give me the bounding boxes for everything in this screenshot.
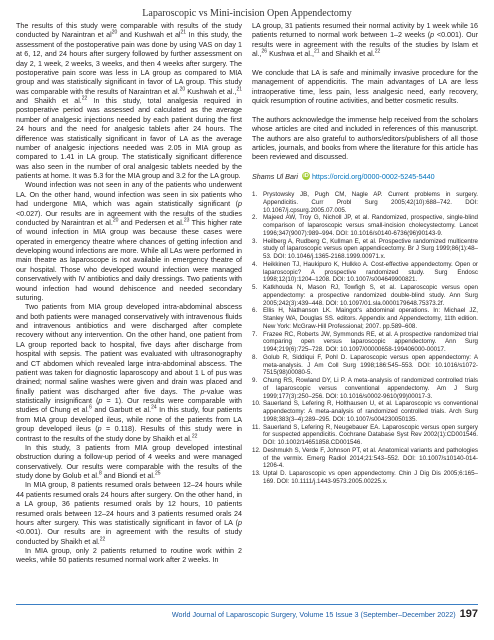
reference-text: Frazee RC, Roberts JW, Symmonds RE, et al. A prospective randomized trial comparing open versus laparoscopic appendectomy. Ann Surg 1994;219(6):725–728. DOI: 10.1097/00000658-199406000-00017.	[263, 330, 478, 354]
paragraph-3: Two patients from MIA group developed intra-abdominal abscess and both patients were managed conservatively with intravenous fluids and intravenous antibiotics and were discharged after complete recovery without any intervention. On the other hand, one patient from LA group reported back to hospital, five days after discharge from hospital with sepsis. The patient was evaluated with ultrasonography and CT abdomen which revealed large intra-abdominal abscess. The patient was taken for diagnostic laparoscopy and about 1 L of pus was drained; normal saline washes were given and drain was placed and finally patient was discharged after five days. The p-value was statistically insignificant (p = 1). Our results were comparable with studies of Chung et al.$^6$ and Garbutt et al.$^{24}$ In this study, four patients from MIA group developed ileus, while none of the patients from LA group developed ileus (p = 0.118). Results of this study were in contrast to the results of the study done by Shaikh et al.$^{22}$	[16, 303, 243, 443]
reference-number: 8.	[252, 353, 258, 361]
reference-list	[252, 191, 478, 486]
reference-item	[252, 447, 478, 470]
reference-text: Golub R, Siddiqui F, Pohl D. Laparoscopic versus open appendectomy: A meta-analysis. J Am Coll Surg 1998;186:545–553. DOI: 10.1016/s1072-7515(98)00080-5.	[263, 353, 478, 377]
reference-text: Prystowsky JB, Pugh CM, Nagle AP. Current problems in surgery. Appendicitis. Curr Probl Surg 2005;42(10):688–742. DOI: 10.1067/j.cpsurg.2005.07.005.	[263, 191, 478, 214]
reference-number: 5.	[252, 284, 258, 292]
paragraph-6: In MIA group, only 2 patients returned to routine work within 2 weeks, while 50 patients resumed normal work after 2 weeks. In	[16, 547, 242, 565]
paragraph-5: In MIA group, 8 patients resumed orals between 12–24 hours while 44 patients resumed orals 24 hours after surgery. On the other hand, in a LA group, 36 patients resumed orals by 12 hours, 10 patients resumed orals between 12–24 hours and 3 patients resumed orals 24 hours after surgery. This was statistically significant in favor of LA (p <0.001). Our results are in agreement with the results of study conducted by Shaikh et al.$^{22}$	[16, 481, 242, 546]
reference-number: 4.	[252, 260, 258, 268]
reference-text: Chung RS, Rowland DY, Li P. A meta-analysis of randomized controlled trials of laparoscopic versus conventional appendectomy. Am J Surg 1999;177(3):250–256. DOI: 10.1016/s0002-9610(99)00017-3.	[263, 377, 478, 400]
reference-number: 7.	[252, 330, 258, 338]
reference-item	[252, 354, 478, 377]
conclusion-paragraph: We conclude that LA is safe and minimally invasive procedure for the management of appendicitis. The main advantages of LA are less intraoperative time, less pain, less analgesic need, early recovery, quick resumption of routine activities, and better cosmetic results.	[252, 68, 478, 106]
reference-item	[252, 470, 478, 486]
left-column	[16, 22, 242, 566]
reference-text: Ellis H, Nathanson LK. Maingot's abdominal operations. In: Michael JZ, Stanley WA, Douglas SS. editors. Appendix and Appendectomy, 11th edition. New York: McGraw-Hill Professional; 2007. pp.589–608.	[263, 307, 478, 330]
reference-number: 13.	[252, 470, 261, 478]
reference-item	[252, 214, 478, 237]
reference-text: Heilberg A, Rudberg C, Kullman E, et al. Prospective randomized multicentre study of laparoscopic versus open appendicectomy. Br J Surg 1999;86(1):48–53. DOI: 10.1046/j.1365-2168.1999.00971.x.	[263, 237, 478, 261]
reference-text: Sauerland S, Lefering R, Neugebauer EA. Laparoscopic versus open surgery for suspected appendicitis. Cochrane Database Syst Rev 2002(1):CD001546. DOI: 10.1002/14651858.CD001546.	[263, 423, 478, 447]
reference-item	[252, 331, 478, 354]
reference-item	[252, 400, 478, 423]
reference-number: 9.	[252, 377, 258, 385]
author-name: Shams Ul Bari	[252, 171, 298, 181]
reference-number: 3.	[252, 237, 258, 245]
reference-text: Katkhouda N, Mason RJ, Towfigh S, et al. Laparoscopic versus open appendectomy: a prospective randomized double-blind study. Ann Surg 2005;242(3):439–448. DOI: 10.1097/01.sla.0000179648.75373.2f.	[263, 284, 478, 307]
reference-text: Deshmukh S, Verde F, Johnson PT, et al. Anatomical variants and pathologies of the vermix. Emerg Radiol 2014;21:543–552. DOI: 10.1007/s10140-014-1206-4.	[263, 446, 478, 470]
reference-item	[252, 424, 478, 447]
journal-citation: World Journal of Laparoscopic Surgery, Volume 15 Issue 3 (September–December 2022)	[171, 609, 456, 619]
reference-number: 1.	[252, 191, 258, 199]
reference-item	[252, 191, 478, 214]
reference-text: Sauerland S, Lefering R, Holthausen U, et al. Laparoscopic vs conventional appendectomy: A meta-analysis of randomized controlled trials. Arch Surg 1998;383(3–4):289–295. DOI: 10.1007/s004230050135.	[263, 400, 478, 423]
author-orcid-line	[252, 172, 478, 181]
paragraph-continued: LA group, 31 patients resumed their normal activity by 1 week while 16 patients returned to normal work between 1–2 weeks (p <0.001). Our results were in agreement with the results of the studies by Islam et al.,$^{26}$ Kushwa et al.,$^{21}$ and Shaikh et al.$^{22}$	[252, 22, 478, 59]
reference-item	[252, 377, 478, 400]
reference-number: 11.	[252, 423, 261, 431]
reference-number: 6.	[252, 307, 258, 315]
orcid-link[interactable]: https://orcid.org/0000-0002-5245-5440	[311, 171, 435, 181]
reference-item	[252, 307, 478, 330]
reference-number: 2.	[252, 214, 258, 222]
page-number: 197	[459, 608, 478, 620]
reference-number: 12.	[252, 446, 261, 454]
reference-number: 10.	[252, 400, 261, 408]
footer-rule	[16, 604, 478, 605]
reference-item	[252, 284, 478, 307]
orcid-icon: iD	[303, 173, 309, 180]
reference-text: Uptal D. Laparoscopic vs open appendectomy. Chin J Dig Dis 2005;6:165–169. DOI: 10.1111/j.1443-9573.2005.00225.x.	[263, 470, 478, 485]
running-header: Laparoscopic vs Mini-incision Open Appendectomy	[142, 8, 352, 19]
paragraph-1: The results of this study were comparable with results of the study conducted by Naraintran et $al^{20}$ and Kushwah et $al^{21}$ In this study, the assessment of the postoperative pain was done by using VAS on day 1 at 6, 12, and 24 hours after surgery followed by further assessment on day 2, 1 week, 2 weeks, 3 weeks, and then 4 weeks after surgery. The postoperative pain score was less in LA group as compared to MIA group and was statistically significant in favor of LA group. This study was comparable with the results of Naraintran et al.$^{20}$ Kushwah et al.,$^{21}$ and Shaikh et al.$^{22}$ In this study, total analgesia required in postoperative period was assessed and calculated as the average number of analgesic injections needed by each patient during the first 24 hours and the need for analgesic tablets after 24 hours. The difference was statistically significant in favor of LA as the average number of analgesic injections needed was 2.05 in MIA group as compared to 1.41 in LA group. The statistically significant difference was also seen in the number of oral analgesic tablets needed by the patients at home. It was 5.3 for the MIA group and 3.2 for the LA group.	[16, 22, 242, 180]
reference-item	[252, 238, 478, 261]
right-column	[252, 22, 478, 486]
acknowledgment-paragraph: The authors acknowledge the immense help received from the scholars whose articles are cited and included in references of this manuscript. The authors are also grateful to authors/editors/publishers of all those articles, journals, and books from where the literature for this article has been reviewed and discussed.	[252, 115, 478, 162]
paragraph-4: In this study, 3 patients from MIA group developed intestinal obstruction during a follow-up period of 4 weeks and were managed conservatively. Our results were comparable with the results of the study done by Golub et al.$^8$ and Biondi et al.$^{25}$	[16, 443, 242, 480]
paragraph-2: Wound infection was not seen in any of the patients who underwent LA. On the other hand, wound infection was seen in six patients who had undergone MIA, which was again statistically significant (p <0.027). Our results are in agreement with the results of the studies conducted by Naraintran et al.$^{20}$ and Pedersen et al.$^{23}$ This higher rate of wound infection in MIA group was because these cases were operated in emergency theatre where chances of getting infection and developing wound infections are more. While all LAs were performed in main theatre as laparoscope is not available in emergency theatre of our hospital. Those who developed wound infection were managed conservatively with IV antibiotics and daily dressings. Two patients with wound infection had wound dehiscence and needed secondary suturing.	[16, 181, 243, 302]
reference-text: Heikkinen TJ, Haukipuro K, Hulkko A. Cost-effective appendectomy. Open or laparoscopic? A prospective randomized study. Surg Endosc 1998;12(10):1204–1208. DOI: 10.1007/s004649900821.	[263, 260, 478, 284]
reference-text: Majeed AW, Troy G, Nicholl JP, et al. Randomized, prospective, single-blind comparison of laparoscopic versus small-incision cholecystectomy. Lancet 1996;347(9007):989–994. DOI: 10.1016/s0140-6736(96)90143-9.	[263, 214, 478, 237]
reference-item	[252, 261, 478, 284]
page-footer	[16, 604, 478, 620]
